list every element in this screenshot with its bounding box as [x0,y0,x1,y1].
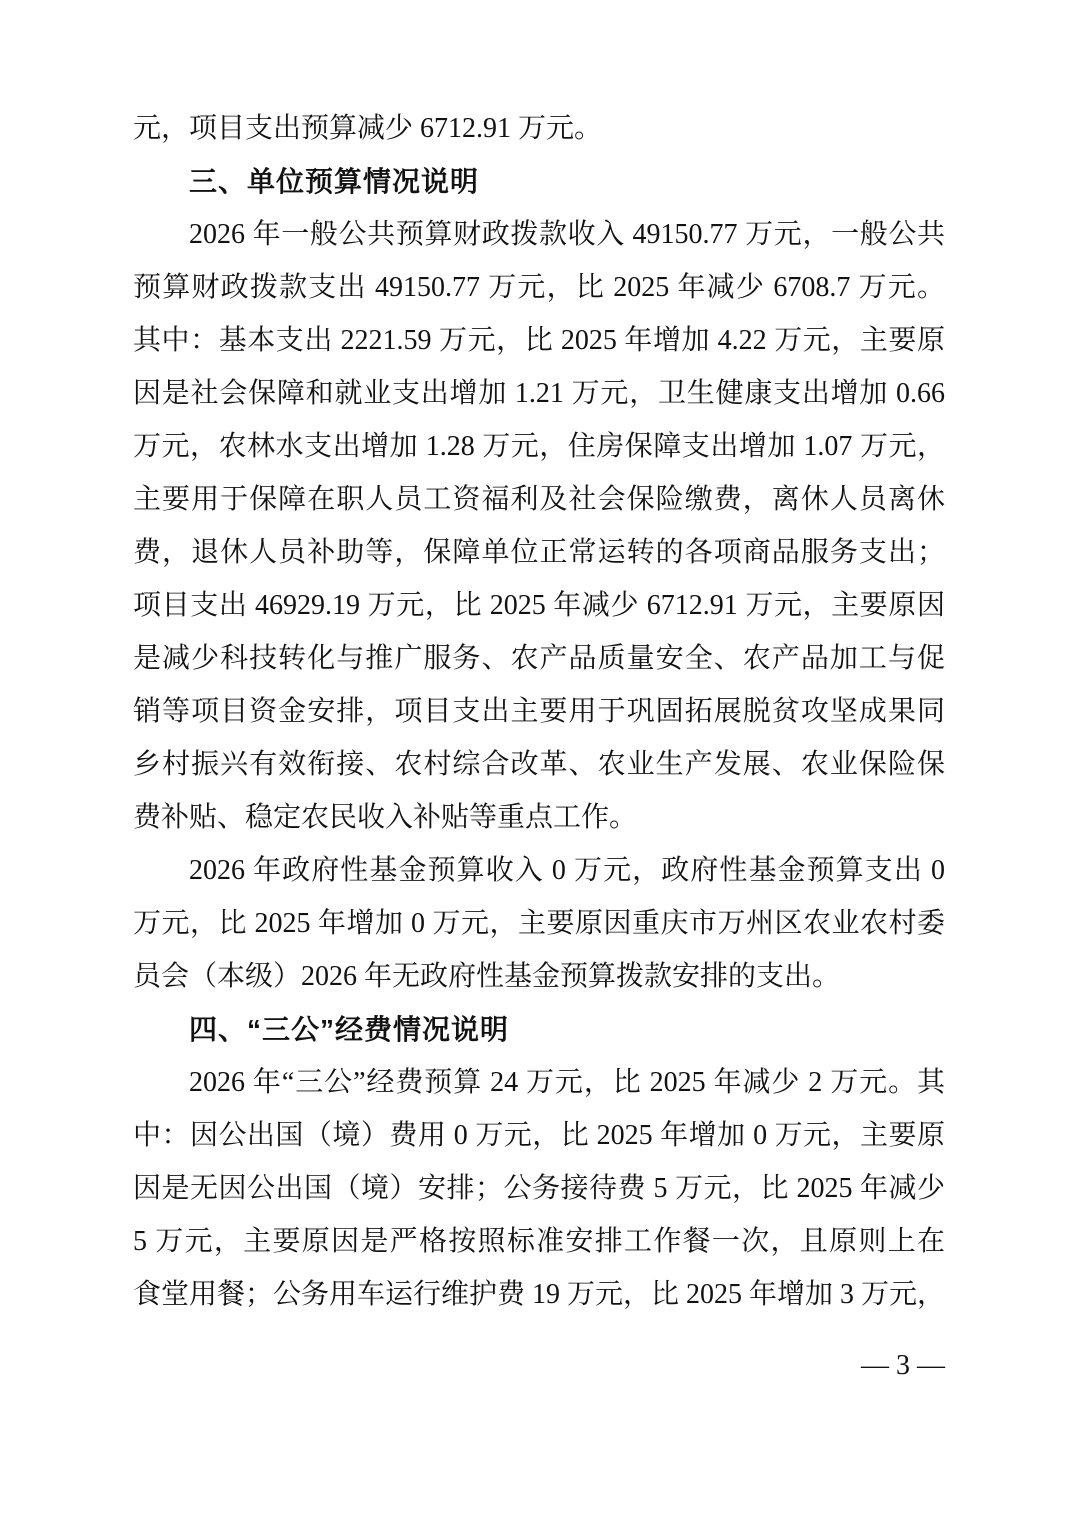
paragraph-line: 万元，比 2025 年增加 0 万元，主要原因重庆市万州区农业农村委 [133,908,945,939]
paragraph-line: 中：因公出国（境）费用 0 万元，比 2025 年增加 0 万元，主要原 [133,1120,945,1151]
paragraph-line: 费，退休人员补助等，保障单位正常运转的各项商品服务支出； [133,537,945,568]
page-number: — 3 — [861,1350,945,1381]
section-heading-unit-budget: 三、单位预算情况说明 [189,166,480,197]
paragraph-line: 因是无因公出国（境）安排；公务接待费 5 万元，比 2025 年减少 [133,1173,945,1204]
paragraph-line: 项目支出 46929.19 万元，比 2025 年减少 6712.91 万元，主要原因 [133,590,945,621]
paragraph-line: 元，项目支出预算减少 6712.91 万元。 [133,113,603,144]
paragraph-line: 员会（本级）2026 年无政府性基金预算拨款安排的支出。 [133,961,841,992]
section-heading-three-public-funds: 四、“三公”经费情况说明 [189,1014,510,1045]
paragraph-line: 费补贴、稳定农民收入补贴等重点工作。 [133,802,638,833]
document-body [133,102,945,1321]
paragraph-line: 2026 年“三公”经费预算 24 万元，比 2025 年减少 2 万元。其 [189,1067,945,1098]
paragraph-line: 5 万元，主要原因是严格按照标准安排工作餐一次，且原则上在 [133,1226,945,1257]
paragraph-line: 其中：基本支出 2221.59 万元，比 2025 年增加 4.22 万元，主要原 [133,325,945,356]
paragraph-line: 2026 年一般公共预算财政拨款收入 49150.77 万元，一般公共 [189,219,945,250]
paragraph-line: 是减少科技转化与推广服务、农产品质量安全、农产品加工与促 [133,643,945,674]
paragraph-line: 2026 年政府性基金预算收入 0 万元，政府性基金预算支出 0 [189,855,945,886]
paragraph-line: 食堂用餐；公务用车运行维护费 19 万元，比 2025 年增加 3 万元， [133,1279,945,1310]
paragraph-line: 因是社会保障和就业支出增加 1.21 万元，卫生健康支出增加 0.66 [133,378,945,409]
paragraph-line: 主要用于保障在职人员工资福利及社会保险缴费，离休人员离休 [133,484,945,515]
paragraph-line: 万元，农林水支出增加 1.28 万元，住房保障支出增加 1.07 万元， [133,431,945,462]
paragraph-line: 预算财政拨款支出 49150.77 万元，比 2025 年减少 6708.7 万元。 [133,272,945,303]
paragraph-line: 销等项目资金安排，项目支出主要用于巩固拓展脱贫攻坚成果同 [133,696,945,727]
paragraph-line: 乡村振兴有效衔接、农村综合改革、农业生产发展、农业保险保 [133,749,945,780]
